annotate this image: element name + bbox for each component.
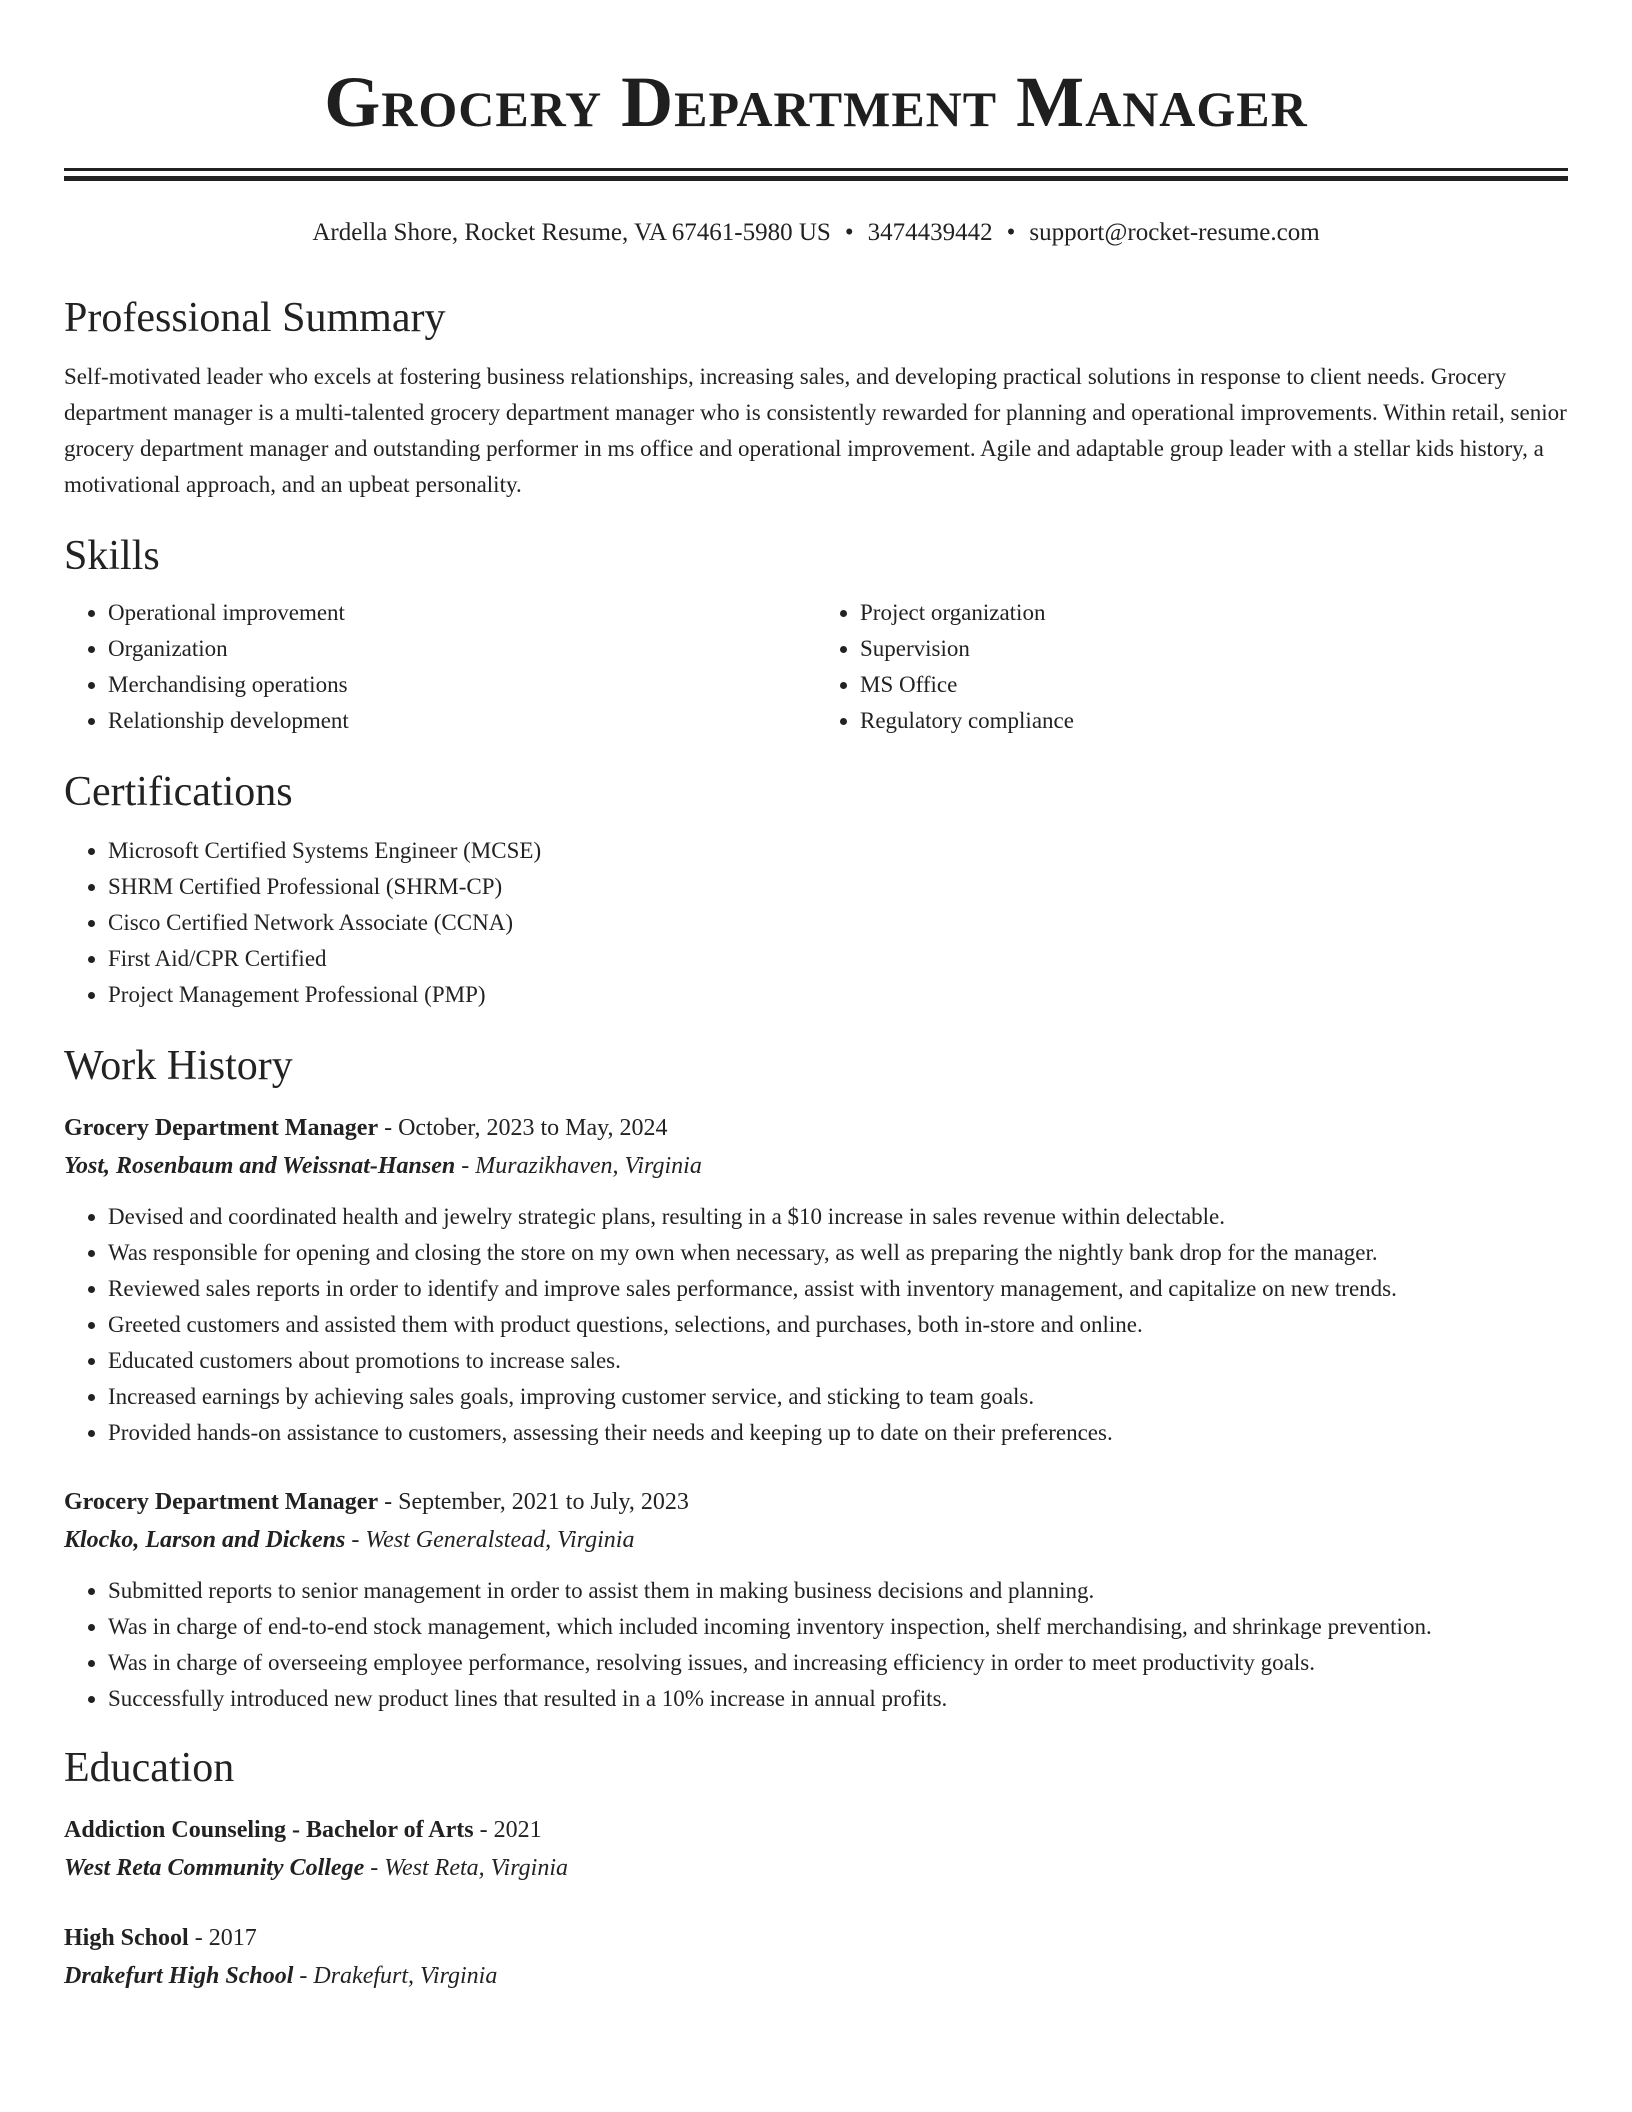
certifications-list [64,833,1568,1013]
job-entry [64,1483,1568,1717]
skill-item: • Supervision [860,631,1568,667]
skill-item: • Organization [108,631,816,667]
skill-item: • Merchandising operations [108,667,816,703]
education-year: - 2021 [473,1817,542,1843]
job-company: Klocko, Larson and Dickens [64,1527,346,1553]
education-location: - West Reta, Virginia [364,1855,568,1881]
job-bullets [64,1573,1568,1717]
skill-item: • MS Office [860,667,1568,703]
skills-heading: Skills [64,533,160,579]
job-location: - West Generalstead, Virginia [345,1527,635,1553]
contact-line [64,217,1568,249]
contact-address: Ardella Shore, Rocket Resume, VA 67461-5980 US [312,219,831,246]
certification-item: • Microsoft Certified Systems Engineer (MCSE) [108,833,1568,869]
job-bullet: • Submitted reports to senior management in order to assist them in making business decisions and planning. [108,1573,1568,1609]
job-company-line [64,1521,1568,1559]
skill-item: • Project organization [860,595,1568,631]
education-school: Drakefurt High School [64,1963,294,1989]
job-title: Grocery Department Manager [64,1489,379,1515]
job-bullet: • Successfully introduced new product lines that resulted in a 10% increase in annual profits. [108,1681,1568,1717]
education-year: - 2017 [188,1925,257,1951]
certification-item: • Cisco Certified Network Associate (CCNA) [108,905,1568,941]
job-bullet: • Was in charge of end-to-end stock management, which included incoming inventory inspection, shelf merchandising, and shrinkage prevention. [108,1609,1568,1645]
job-company-line [64,1147,1568,1185]
summary-text: Self-motivated leader who excels at fostering business relationships, increasing sales, and developing practical solutions in response to client needs. Grocery department manager is a multi-talented grocery department manager who is consistently rewarded for planning and operational improvements. Within retail, senior grocery department manager and outstanding performer in ms office and operational improvement. Agile and adaptable group leader with a stellar kids history, a motivational approach, and an upbeat personality. [64,364,1567,497]
certifications-heading: Certifications [64,769,293,815]
job-entry [64,1109,1568,1451]
job-bullets [64,1199,1568,1451]
education-degree-line [64,1919,1568,1957]
skill-item: • Operational improvement [108,595,816,631]
job-bullet: • Was in charge of overseeing employee performance, resolving issues, and increasing efficiency in order to meet productivity goals. [108,1645,1568,1681]
job-dates: - September, 2021 to July, 2023 [378,1489,689,1515]
job-bullet: • Was responsible for opening and closing the store on my own when necessary, as well as preparing the nightly bank drop for the manager. [108,1235,1568,1271]
job-dates: - October, 2023 to May, 2024 [378,1115,668,1141]
education-location: - Drakefurt, Virginia [293,1963,498,1989]
contact-phone: 3474439442 [867,219,993,246]
job-title: Grocery Department Manager [64,1115,379,1141]
education-degree: High School [64,1925,189,1951]
job-bullet: • Educated customers about promotions to increase sales. [108,1343,1568,1379]
education-school-line [64,1849,1568,1887]
education-heading: Education [64,1745,235,1791]
job-title-line [64,1109,1568,1147]
contact-email: support@rocket-resume.com [1029,219,1320,246]
education-degree: Addiction Counseling - Bachelor of Arts [64,1817,474,1843]
education-entry [64,1811,1568,1887]
title-rule-top [64,168,1568,171]
skill-item: • Relationship development [108,703,816,739]
education-school-line [64,1957,1568,1995]
skill-item: • Regulatory compliance [860,703,1568,739]
job-bullet: • Reviewed sales reports in order to identify and improve sales performance, assist with inventory management, and capitalize on new trends. [108,1271,1568,1307]
skills-grid [64,595,1568,739]
education-school: West Reta Community College [64,1855,365,1881]
certification-item: • First Aid/CPR Certified [108,941,1568,977]
skills-list-right [816,595,1568,739]
job-company: Yost, Rosenbaum and Weissnat-Hansen [64,1153,456,1179]
contact-separator: • [1006,219,1016,246]
summary-heading: Professional Summary [64,295,446,341]
education-entry [64,1919,1568,1995]
education-degree-line [64,1811,1568,1849]
job-bullet: • Provided hands-on assistance to customers, assessing their needs and keeping up to date on their preferences. [108,1415,1568,1451]
resume-page [64,0,1568,1995]
job-bullet: • Increased earnings by achieving sales goals, improving customer service, and sticking to team goals. [108,1379,1568,1415]
resume-title: Grocery Department Manager [324,62,1308,142]
job-bullet: • Greeted customers and assisted them with product questions, selections, and purchases, both in-store and online. [108,1307,1568,1343]
title-rule-bottom [64,176,1568,181]
certification-item: • Project Management Professional (PMP) [108,977,1568,1013]
job-location: - Murazikhaven, Virginia [455,1153,702,1179]
skills-list-left [64,595,816,739]
job-bullet: • Devised and coordinated health and jewelry strategic plans, resulting in a $10 increase in sales revenue within delectable. [108,1199,1568,1235]
certification-item: • SHRM Certified Professional (SHRM-CP) [108,869,1568,905]
contact-separator: • [844,219,854,246]
job-title-line [64,1483,1568,1521]
work-history-heading: Work History [64,1043,293,1089]
